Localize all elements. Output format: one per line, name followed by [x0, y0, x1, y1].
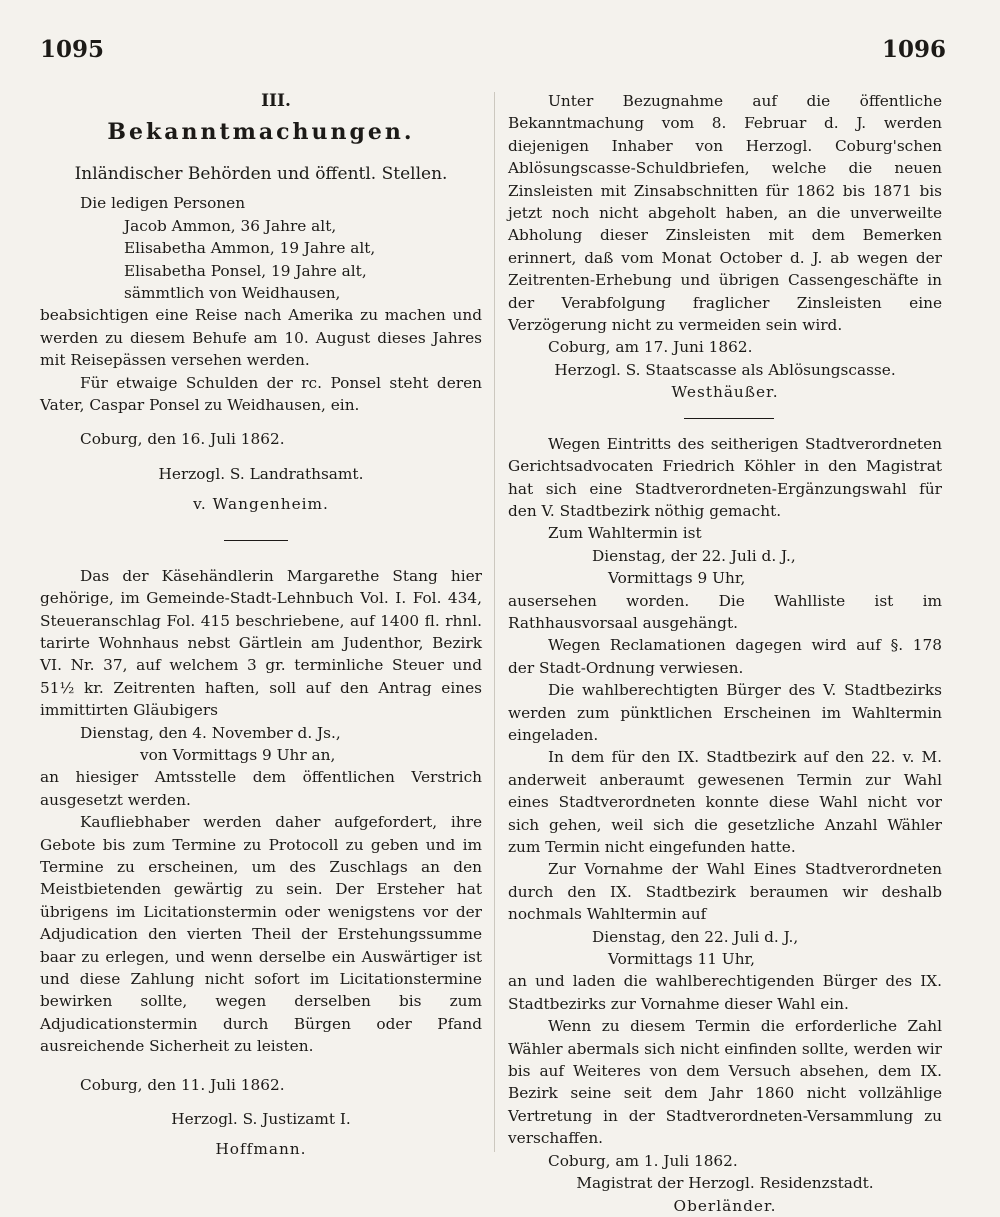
notice-date: Coburg, den 16. Juli 1862.: [80, 430, 285, 449]
notice-signature: Oberländer.: [673, 1196, 777, 1215]
notice-separator: [684, 418, 774, 419]
page-number-left: 1095: [40, 36, 105, 63]
notice-annuity-office: [508, 90, 942, 404]
election-time: Vormittags 9 Uhr,: [608, 569, 746, 588]
notice-body: Unter Bezugnahme auf die öffentliche Bekanntmachung vom 8. Februar d. J. werden diejenigen Inhaber von Herzogl. Coburg'schen Ablösungscasse-Schuldbriefen, welche die neuen Zinsleisten mit Zinsabschnitten für 1862 bis 1871 bis jetzt noch nicht abgeholt haben, an die unverweilte Abholung dieser Zinsleisten mit dem Bemerken erinnert, daß vom Monat October d. J. ab wegen der Zeitrenten-Erhebung und übrigen Cassengeschäfte in der Verabfolgung fraglicher Zinsleisten eine Verzögerung nicht zu vermeiden sein wird.: [508, 92, 942, 335]
left-column: [40, 90, 482, 1161]
notice-emigration: [40, 192, 482, 515]
notice-authority: Herzogl. S. Landrathsamt.: [158, 464, 364, 483]
section-number: III.: [261, 91, 291, 111]
notice-body-5: In dem für den IX. Stadtbezirk auf den 22. v. M. anderweit anberaumt gewesenen Termin zur Wahl eines Stadtverordneten konnte diese Wahl nicht vor sich gehen, weil sich die gesetzliche Anzahl Wähler zum Termin nicht eingefunden hatte.: [508, 748, 942, 856]
column-divider: [494, 92, 495, 1152]
election-term-intro: Zum Wahltermin ist: [548, 524, 702, 543]
election-date-2: Dienstag, den 22. Juli d. J.,: [592, 927, 799, 946]
notice-election: [508, 433, 942, 1217]
notice-body: beabsichtigen eine Reise nach Amerika zu machen und werden zu diesem Behufe am 10. August dieses Jahres mit Reisepässen versehen werden.: [40, 306, 482, 370]
notice-body-3: Wegen Reclamationen dagegen wird auf §. 178 der Stadt-Ordnung verwiesen.: [508, 636, 942, 677]
election-time-2: Vormittags 11 Uhr,: [608, 950, 756, 969]
notice-body: Wegen Eintritts des seitherigen Stadtverordneten Gerichtsadvocaten Friedrich Köhler in den Magistrat hat sich eine Stadtverordneten-Ergänzungswahl für den V. Stadtbezirk nöthig gemacht.: [508, 434, 942, 520]
notice-authority: Herzogl. S. Justizamt I.: [171, 1110, 351, 1129]
person-line: sämmtlich von Weidhausen,: [124, 284, 341, 303]
notice-authority: Herzogl. S. Staatscasse als Ablösungscasse.: [554, 360, 896, 379]
notice-date: Coburg, den 11. Juli 1862.: [80, 1075, 285, 1094]
notice-signature: Hoffmann.: [215, 1140, 307, 1159]
notice-body-2: ausersehen worden. Die Wahlliste ist im Rathhausvorsaal ausgehängt.: [508, 591, 942, 632]
section-title: Bekanntmachungen.: [107, 119, 415, 146]
person-line: Jacob Ammon, 36 Jahre alt,: [124, 216, 337, 235]
notice-signature: Westhäußer.: [671, 383, 779, 402]
notice-date: Coburg, am 1. Juli 1862.: [548, 1151, 738, 1170]
person-line: Elisabetha Ammon, 19 Jahre alt,: [124, 239, 376, 258]
auction-date: Dienstag, den 4. November d. Js.,: [80, 723, 341, 742]
notice-auction: [40, 565, 482, 1161]
notice-separator: [224, 540, 288, 541]
notice-debts: Für etwaige Schulden der rc. Ponsel steht deren Vater, Caspar Ponsel zu Weidhausen, ein.: [40, 373, 482, 415]
notice-body: Das der Käsehändlerin Margarethe Stang hier gehörige, im Gemeinde-Stadt-Lehnbuch Vol. I. Fol. 434, Steueranschlag Fol. 415 beschriebene, auf 1400 fl. rhnl. tarirte Wohnhaus nebst Gärtlein am Judenthor, Bezirk VI. Nr. 37, auf welchem 3 gr. terminliche Steuer und 51½ kr. Zeitrenten haften, soll auf den Antrag eines immittirten Gläubigers: [40, 566, 482, 720]
election-date: Dienstag, der 22. Juli d. J.,: [592, 546, 796, 565]
notice-body-6: Zur Vornahme der Wahl Eines Stadtverordneten durch den IX. Stadtbezirk beraumen wir deshalb nochmals Wahltermin auf: [508, 860, 942, 924]
page-number-right: 1096: [881, 36, 946, 63]
notice-authority: Magistrat der Herzogl. Residenzstadt.: [576, 1174, 874, 1193]
notice-signature: v. Wangenheim.: [193, 495, 329, 514]
notice-intro: Die ledigen Personen: [80, 194, 246, 213]
subsection-title: Inländischer Behörden und öffentl. Stellen.: [74, 164, 448, 185]
notice-body-4: Die wahlberechtigten Bürger des V. Stadtbezirks werden zum pünktlichen Erscheinen im Wahltermin eingeladen.: [508, 681, 942, 744]
notice-body-3: Kaufliebhaber werden daher aufgefordert, ihre Gebote bis zum Termine zu Protocoll zu geben und im Termine zu erscheinen, um des Zuschlags an den Meistbietenden gewärtig zu sein. Der Ersteher hat übrigens im Licitationstermin oder wenigstens vor der Adjudication den vierten Theil der Erstehungssumme baar zu erlegen, und wenn derselbe ein Auswärtiger ist und diese Zahlung nicht sofort im Licitationstermine bewirken sollte, wegen derselben bis zum Adjudicationstermin durch Bürgen oder Pfand ausreichende Sicherheit zu leisten.: [40, 813, 482, 1056]
notice-body-8: Wenn zu diesem Termin die erforderliche Zahl Wähler abermals sich nicht einfinden sollte, werden wir bis auf Weiteres von dem Versuch absehen, dem IX. Bezirk seine seit dem Jahr 1860 nicht vollzählige Vertretung in der Stadtverordneten-Versammlung zu verschaffen.: [508, 1017, 942, 1148]
notice-date: Coburg, am 17. Juni 1862.: [548, 338, 753, 357]
person-line: Elisabetha Ponsel, 19 Jahre alt,: [124, 261, 367, 280]
auction-time: von Vormittags 9 Uhr an,: [140, 745, 336, 764]
notice-body-7: an und laden die wahlberechtigenden Bürger des IX. Stadtbezirks zur Vornahme dieser Wahl ein.: [508, 972, 942, 1013]
notice-body-2: an hiesiger Amtsstelle dem öffentlichen Verstrich ausgesetzt werden.: [40, 768, 482, 809]
right-column: [508, 90, 942, 1217]
